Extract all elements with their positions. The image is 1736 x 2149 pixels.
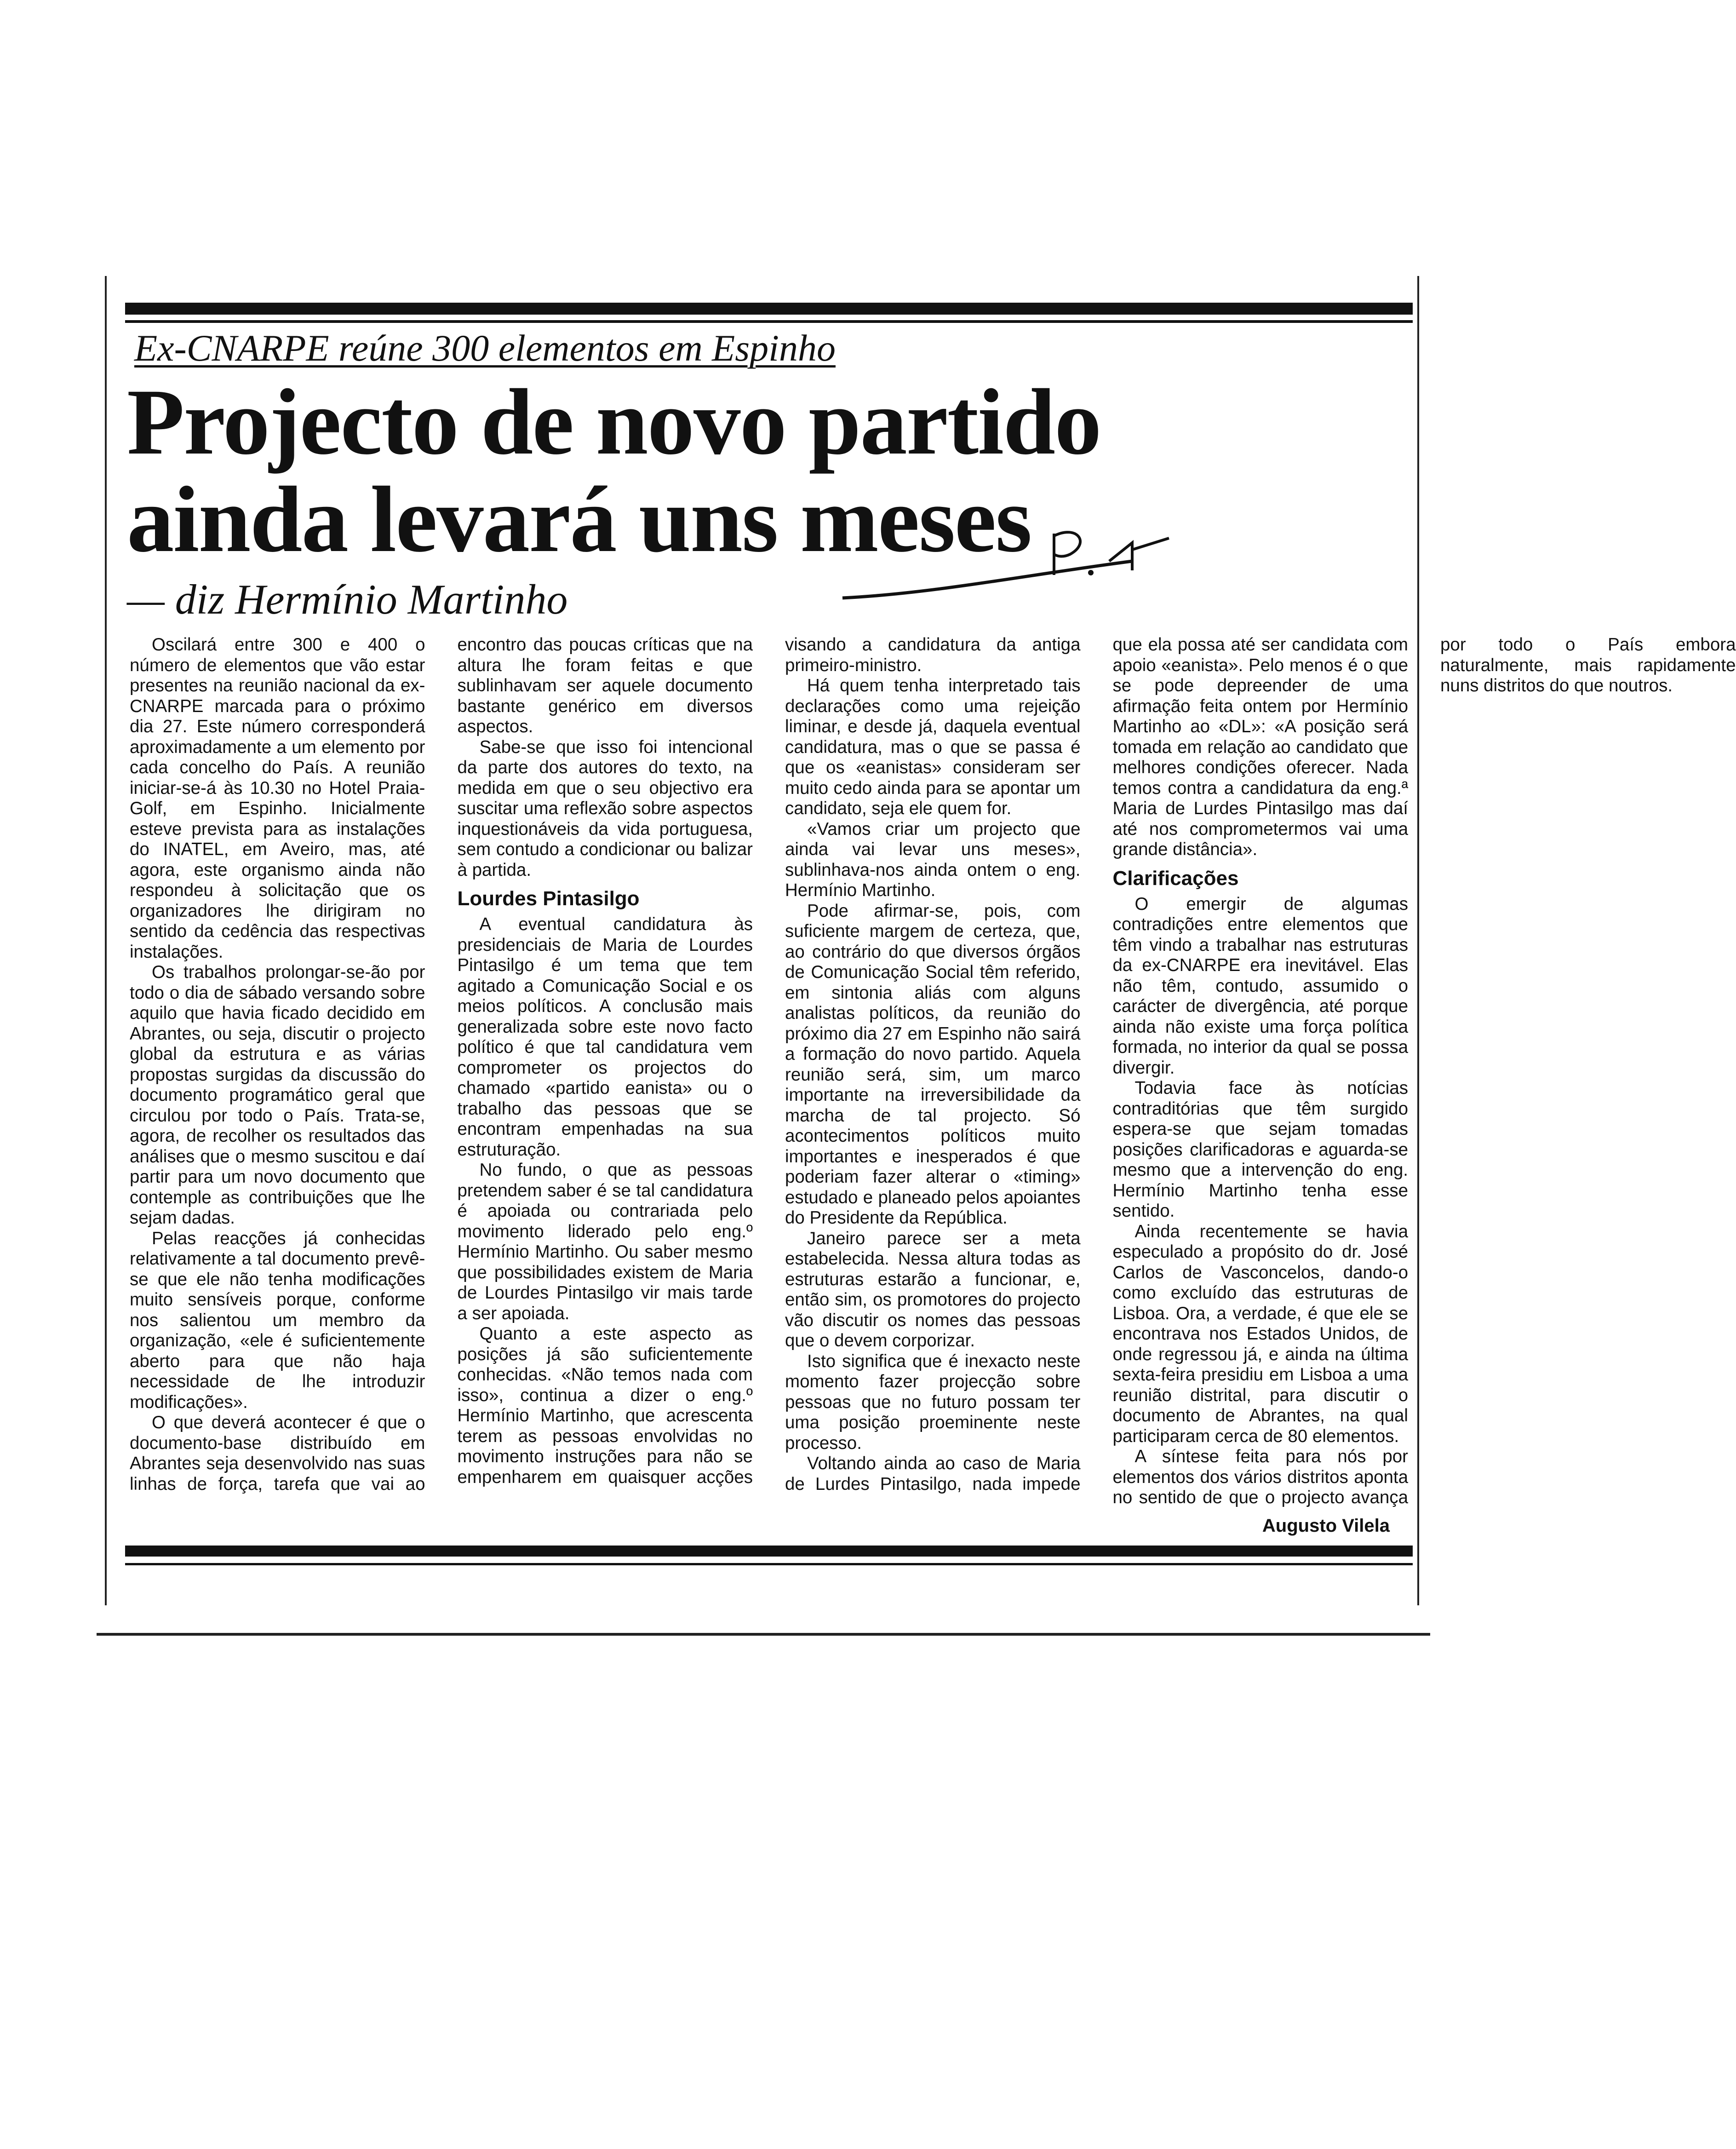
subhead-lourdes-pintasilgo: Lourdes Pintasilgo: [457, 887, 640, 910]
paragraph: Pelas reacções já conhecidas relativamente a tal documento prevê-se que ele não tenha modificações muito sensíveis porque, conforme nos salientou um membro da organização, «ele é suficientemente aberto para que não haja necessidade de lhe introduzir modificações».: [130, 1228, 425, 1412]
paragraph: Todavia face às notícias contraditórias que têm surgido espera-se que sejam tomadas posições clarificadoras e aguarda-se mesmo que a intervenção do eng. Hermínio Martinho tenha esse sentido.: [1112, 1078, 1408, 1221]
bottom-rule-thin: [125, 1563, 1413, 1565]
subhead-clarificacoes: Clarificações: [1112, 867, 1239, 890]
article-body: [130, 635, 1736, 1513]
paragraph: Pode afirmar-se, pois, com suficiente margem de certeza, que, ao contrário do que diversos órgãos de Comunicação Social têm referido, em sintonia aliás com alguns analistas políticos, da reunião do próximo dia 27 em Espinho não sairá a formação do novo partido. Aquela reunião será, sim, um marco importante na irreversibilidade da marcha de tal projecto. Só acontecimentos políticos muito importantes e inesperados é que poderiam fazer alterar o «timing» estudado e planeado pelos apoiantes do Presidente da República.: [785, 901, 1081, 1228]
paragraph: Isto significa que é inexacto neste momento fazer projecção sobre pessoas que no futuro possam ter uma posição proeminente neste processo.: [785, 1351, 1081, 1453]
kicker: Ex-CNARPE reúne 300 elementos em Espinho: [134, 327, 836, 369]
handwritten-note: P. 1: [1054, 576, 1061, 581]
paragraph: O emergir de algumas contradições entre elementos que têm vindo a trabalhar nas estruturas da ex-CNARPE era inevitável. Elas não têm, contudo, assumido o carácter de divergência, até porque ainda não existe uma força política formada, no interior da qual se possa divergir.: [1112, 894, 1408, 1078]
author-signature: Augusto Vilela: [1262, 1516, 1390, 1536]
bottom-rule-thick: [125, 1546, 1413, 1557]
paragraph: Os trabalhos prolongar-se-ão por todo o dia de sábado versando sobre aquilo que havia ficado decidido em Abrantes, ou seja, discutir o projecto global da estrutura e as várias propostas surgidas da discussão do documento programático geral que circulou por todo o País. Trata-se, agora, de recolher os resultados das análises que o mesmo suscitou e daí partir para um novo documento que contemple as contribuições que lhe sejam dadas.: [130, 962, 425, 1228]
headline-line-1: Projecto de novo partido: [127, 370, 1101, 474]
page-bottom-line: [97, 1633, 1430, 1636]
paragraph: Sabe-se que isso foi intencional da parte dos autores do texto, na medida em que o seu objectivo era suscitar uma reflexão sobre aspectos inquestionáveis da vida portuguesa, sem contudo a condicionar ou balizar à partida.: [457, 737, 753, 880]
paragraph: A eventual candidatura às presidenciais de Maria de Lourdes Pintasilgo é um tema que tem agitado a Comunicação Social e os meios políticos. A conclusão mais generalizada sobre este novo facto político é que tal candidatura vem comprometer os projectos do chamado «partido eanista» ou o trabalho das pessoas que se encontram empenhadas na sua estruturação.: [457, 914, 753, 1160]
paragraph: A síntese feita para nós por elementos dos vários distritos aponta no sentido de que o projecto avança por todo o País embora naturalmente, mais rapidamente nuns distritos do que noutros.: [1112, 635, 1736, 1507]
paragraph: Quanto a este aspecto as posições já são suficientemente conhecidas. «Não temos nada com isso», continua a dizer o eng.º Hermínio Martinho, que acrescenta terem as pessoas envolvidas no movimento instruções para não se empenharem em quaisquer acções visando a candidatura da antiga primeiro-ministro.: [457, 635, 1081, 1487]
paragraph: Janeiro parece ser a meta estabelecida. Nessa altura todas as estruturas estarão a funcionar, e, então sim, os promotores do projecto vão discutir os nomes das pessoas que o devem corporizar.: [785, 1228, 1081, 1350]
newspaper-clipping: [105, 276, 1736, 1605]
paragraph: O que deverá acontecer é que o documento-base distribuído em Abrantes seja desenvolvido nas suas linhas de força, tarefa que vai ao encontro das poucas críticas que na altura lhe foram feitas e que sublinhavam ser aquele documento bastante genérico em diversos aspectos.: [130, 635, 753, 1494]
paragraph: No fundo, o que as pessoas pretendem saber é se tal candidatura é apoiada ou contrariada pelo movimento liderado pelo eng.º Hermínio Martinho. Ou saber mesmo que possibilidades existem de Maria de Lourdes Pintasilgo vir mais tarde a ser apoiada.: [457, 1160, 753, 1323]
paragraph: Ainda recentemente se havia especulado a propósito do dr. José Carlos de Vasconcelos, dando-o como excluído das estruturas de Lisboa. Ora, a verdade, é que ele se encontrava nos Estados Unidos, de onde regressou já, e ainda na última sexta-feira presidiu em Lisboa a uma reunião distrital, para discutir o documento de Abrantes, na qual participaram cerca de 80 elementos.: [1112, 1221, 1408, 1446]
paragraph: Oscilará entre 300 e 400 o número de elementos que vão estar presentes na reunião nacional da ex-CNARPE marcada para o próximo dia 27. Este número corresponderá aproximadamente a um elemento por cada concelho do País. A reunião iniciar-se-á às 10.30 no Hotel Praia-Golf, em Espinho. Inicialmente esteve prevista para as instalações do INATEL, em Aveiro, mas, até agora, este organismo ainda não respondeu à solicitação que os organizadores lhe dirigiram no sentido da cedência das respectivas instalações.: [130, 635, 425, 962]
handwritten-annotation: [107, 276, 1417, 644]
byline: — diz Hermínio Martinho: [127, 576, 568, 623]
headline-line-2: ainda levará uns meses: [127, 467, 1031, 572]
paragraph: «Vamos criar um projecto que ainda vai levar uns meses», sublinhava-nos ainda ontem o eng. Hermínio Martinho.: [785, 819, 1081, 900]
paragraph: Há quem tenha interpretado tais declarações como uma rejeição liminar, e desde já, daquela eventual candidatura, mas o que se passa é que os «eanistas» consideram ser muito cedo ainda para se apontar um candidato, seja ele quem for.: [785, 676, 1081, 818]
paragraph: Voltando ainda ao caso de Maria de Lurdes Pintasilgo, nada impede que ela possa até ser candidata com apoio «eanista». Pelo menos é o que se pode depreender de uma afirmação feita ontem por Hermínio Martinho ao «DL»: «A posição será tomada em relação ao candidato que melhores condições oferecer. Nada temos contra a candidatura da eng.ª Maria de Lurdes Pintasilgo mas daí até nos comprometermos vai uma grande distância».: [785, 635, 1408, 1494]
